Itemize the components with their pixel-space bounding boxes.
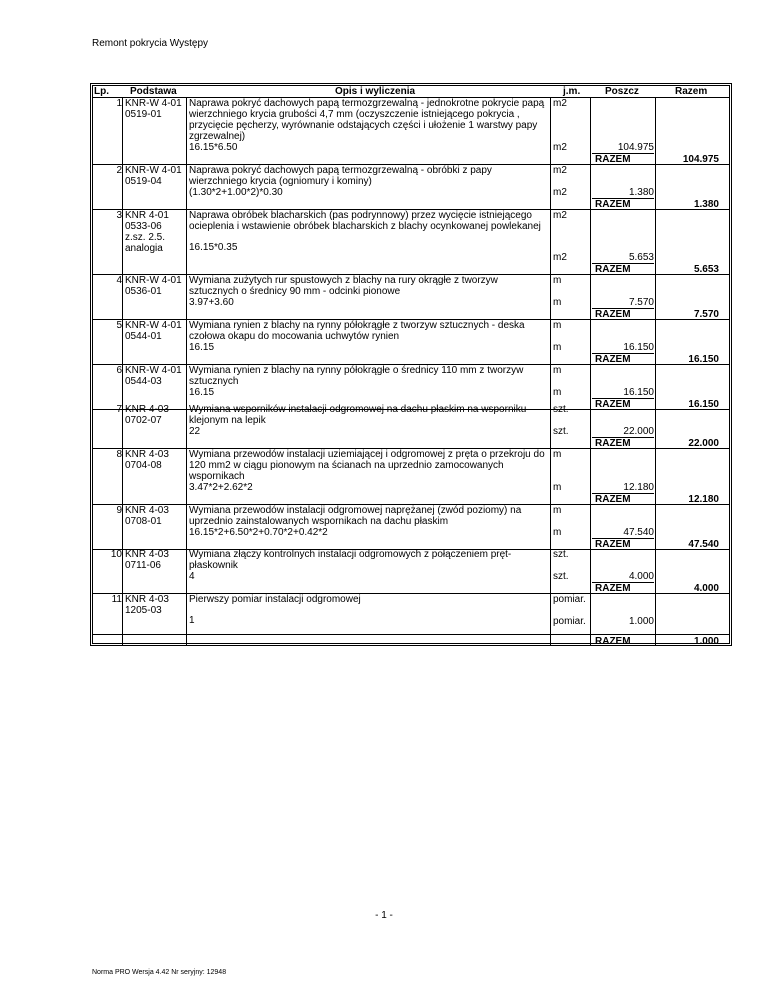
row-basis: KNR-W 4-01 0519-04 (125, 165, 182, 187)
row-unit: m2 (553, 252, 567, 263)
row-quantity: 4.000 (628, 571, 654, 582)
row-total: 12.180 (688, 494, 719, 505)
row-total: 104.975 (682, 154, 719, 165)
row-number: 10 (110, 549, 122, 560)
row-number: 1 (116, 98, 122, 109)
row-number: 3 (116, 210, 122, 221)
row-unit: m (553, 342, 562, 353)
row-quantity: 47.540 (623, 527, 654, 538)
row-formula: 16.15*6.50 (189, 142, 238, 153)
razem-label: RAZEM (595, 264, 631, 275)
row-total: 22.000 (688, 438, 719, 449)
razem-label: RAZEM (595, 309, 631, 320)
row-description (189, 449, 549, 493)
col-divider (122, 97, 123, 645)
row-basis: KNR 4-03 1205-03 (125, 594, 169, 616)
razem-label: RAZEM (595, 199, 631, 210)
row-quantity: 12.180 (623, 482, 654, 493)
col-divider (590, 97, 591, 645)
row-number: 11 (111, 594, 122, 605)
description-text: Naprawa obróbek blacharskich (pas podrynnowy) przez wycięcie istniejącego ocieplenia i wstawienie obróbek blacharskich z blachy ocynkowanej powlekanej (189, 210, 541, 232)
description-text: Wymiana rynien z blachy na rynny półokrągłe o średnicy 110 mm z tworzyw sztucznych (189, 365, 524, 387)
row-formula: 16.15 (189, 387, 215, 398)
razem-label: RAZEM (595, 539, 631, 550)
row-quantity: 5.653 (628, 252, 654, 263)
row-basis: KNR-W 4-01 0544-03 (125, 365, 182, 387)
row-total: 7.570 (693, 309, 719, 320)
row-formula: 3.47*2+2.62*2 (189, 482, 253, 493)
row-basis: KNR-W 4-01 0519-01 (125, 98, 182, 120)
row-total: 5.653 (693, 264, 719, 275)
row-basis: KNR 4-03 0702-07 (125, 404, 169, 426)
col-header-razem: Razem (675, 86, 708, 97)
row-total: 1.380 (693, 199, 719, 210)
row-number: 2 (116, 165, 122, 176)
row-description (189, 365, 549, 398)
razem-label: RAZEM (595, 399, 631, 410)
row-number: 8 (116, 449, 122, 460)
row-unit: szt. (553, 549, 569, 560)
row-unit: szt. (553, 404, 569, 415)
row-total: 47.540 (688, 539, 719, 550)
razem-label: RAZEM (595, 438, 631, 449)
row-description (189, 404, 549, 437)
col-header-poszcz: Poszcz (605, 86, 639, 97)
row-unit: pomiar. (553, 616, 586, 627)
row-description (189, 210, 549, 253)
row-unit: szt. (553, 426, 569, 437)
row-description (189, 549, 549, 582)
row-unit: m2 (553, 210, 567, 221)
description-text: Naprawa pokryć dachowych papą termozgrzewalną - jednokrotne pokrycie papą wierzchniego krycia grubości 4,7 mm (oczyszczenie istniejącego pokrycia , przycięcie pęcherzy, wyrównanie odstających części i ułożenie 1 warstwy papy zgrzewalnej) (189, 98, 545, 142)
row-number: 9 (116, 505, 122, 516)
row-formula: 22 (189, 426, 201, 437)
row-total: 16.150 (688, 354, 719, 365)
col-divider (655, 97, 656, 645)
row-unit: m (553, 275, 562, 286)
row-basis: KNR 4-03 0711-06 (125, 549, 169, 571)
description-text: Wymiana zużytych rur spustowych z blachy na rury okrągłe z tworzyw sztucznych o średnicy 90 mm - odcinki pionowe (189, 275, 498, 297)
row-unit: pomiar. (553, 594, 586, 605)
row-unit: m (553, 449, 562, 460)
row-quantity: 16.150 (623, 342, 654, 353)
row-unit: m2 (553, 98, 567, 109)
row-unit: m (553, 387, 562, 398)
razem-label: RAZEM (595, 154, 631, 165)
description-text: Naprawa pokryć dachowych papą termozgrzewalną - obróbki z papy wierzchniego krycia (ogniomury i kominy) (189, 165, 492, 187)
razem-label: RAZEM (595, 354, 631, 365)
row-description (189, 320, 549, 353)
row-number: 7 (116, 404, 122, 415)
row-divider (92, 634, 730, 635)
row-quantity: 7.570 (628, 297, 654, 308)
row-formula: 16.15*2+6.50*2+0.70*2+0.42*2 (189, 527, 328, 538)
row-quantity: 22.000 (623, 426, 654, 437)
razem-label: RAZEM (595, 583, 631, 594)
row-total: 4.000 (693, 583, 719, 594)
row-basis: KNR 4-01 0533-06 z.sz. 2.5. analogia (125, 210, 169, 254)
col-header-opis: Opis i wyliczenia (335, 86, 416, 97)
description-text: Wymiana przewodów instalacji odgromowej naprężanej (zwód poziomy) na uprzednio zainstalowanych wspornikach na dachu płaskim (189, 505, 522, 527)
row-unit: m2 (553, 142, 567, 153)
col-header-podstawa: Podstawa (130, 86, 177, 97)
row-basis: KNR-W 4-01 0536-01 (125, 275, 182, 297)
row-formula: 16.15*0.35 (189, 242, 238, 253)
page-number: - 1 - (375, 910, 393, 921)
row-formula: 3.97+3.60 (189, 297, 234, 308)
row-description (189, 594, 549, 626)
row-unit: m (553, 297, 562, 308)
col-divider (186, 97, 187, 645)
row-basis: KNR 4-03 0704-08 (125, 449, 169, 471)
row-formula: 1 (189, 615, 195, 626)
row-total: 1.000 (693, 636, 719, 647)
row-quantity: 104.975 (617, 142, 654, 153)
row-description (189, 275, 549, 308)
col-divider (550, 97, 551, 645)
row-quantity: 16.150 (623, 387, 654, 398)
description-text: Wymiana złączy kontrolnych instalacji odgromowych z połączeniem pręt-płaskownik (189, 549, 512, 571)
row-number: 6 (116, 365, 122, 376)
razem-label: RAZEM (595, 636, 631, 647)
row-description (189, 98, 549, 153)
razem-label: RAZEM (595, 494, 631, 505)
row-unit: m (553, 365, 562, 376)
row-formula: 16.15 (189, 342, 215, 353)
row-quantity: 1.380 (628, 187, 654, 198)
row-quantity: 1.000 (628, 616, 654, 627)
row-formula: 4 (189, 571, 195, 582)
row-unit: m (553, 320, 562, 331)
row-basis: KNR 4-03 0708-01 (125, 505, 169, 527)
row-unit: m2 (553, 165, 567, 176)
row-total: 16.150 (688, 399, 719, 410)
row-unit: m (553, 505, 562, 516)
description-text: Wymiana wsporników instalacji odgromowej na dachu płaskim na wsporniku klejonym na lepik (189, 404, 527, 426)
row-basis: KNR-W 4-01 0544-01 (125, 320, 182, 342)
row-unit: m2 (553, 187, 567, 198)
row-unit: m (553, 482, 562, 493)
row-description (189, 165, 549, 198)
row-unit: szt. (553, 571, 569, 582)
row-description (189, 505, 549, 538)
page-header-title: Remont pokrycia Występy (92, 38, 209, 49)
description-text: Wymiana przewodów instalacji uziemiającej i odgromowej z pręta o przekroju do 120 mm2 w ciągu pionowym na ścianach na uprzednio zamocowanych wspornikach (189, 449, 545, 482)
col-header-jm: j.m. (563, 86, 581, 97)
row-unit: m (553, 527, 562, 538)
description-text: Wymiana rynien z blachy na rynny półokrągłe z tworzyw sztucznych - deska czołowa okapu do mocowania uchwytów rynien (189, 320, 525, 342)
row-number: 5 (116, 320, 122, 331)
row-number: 4 (116, 275, 122, 286)
footer-software: Norma PRO Wersja 4.42 Nr seryjny: 12948 (92, 969, 227, 976)
description-text: Pierwszy pomiar instalacji odgromowej (189, 594, 361, 605)
row-formula: (1.30*2+1.00*2)*0.30 (189, 187, 283, 198)
col-header-lp: Lp. (94, 86, 109, 97)
